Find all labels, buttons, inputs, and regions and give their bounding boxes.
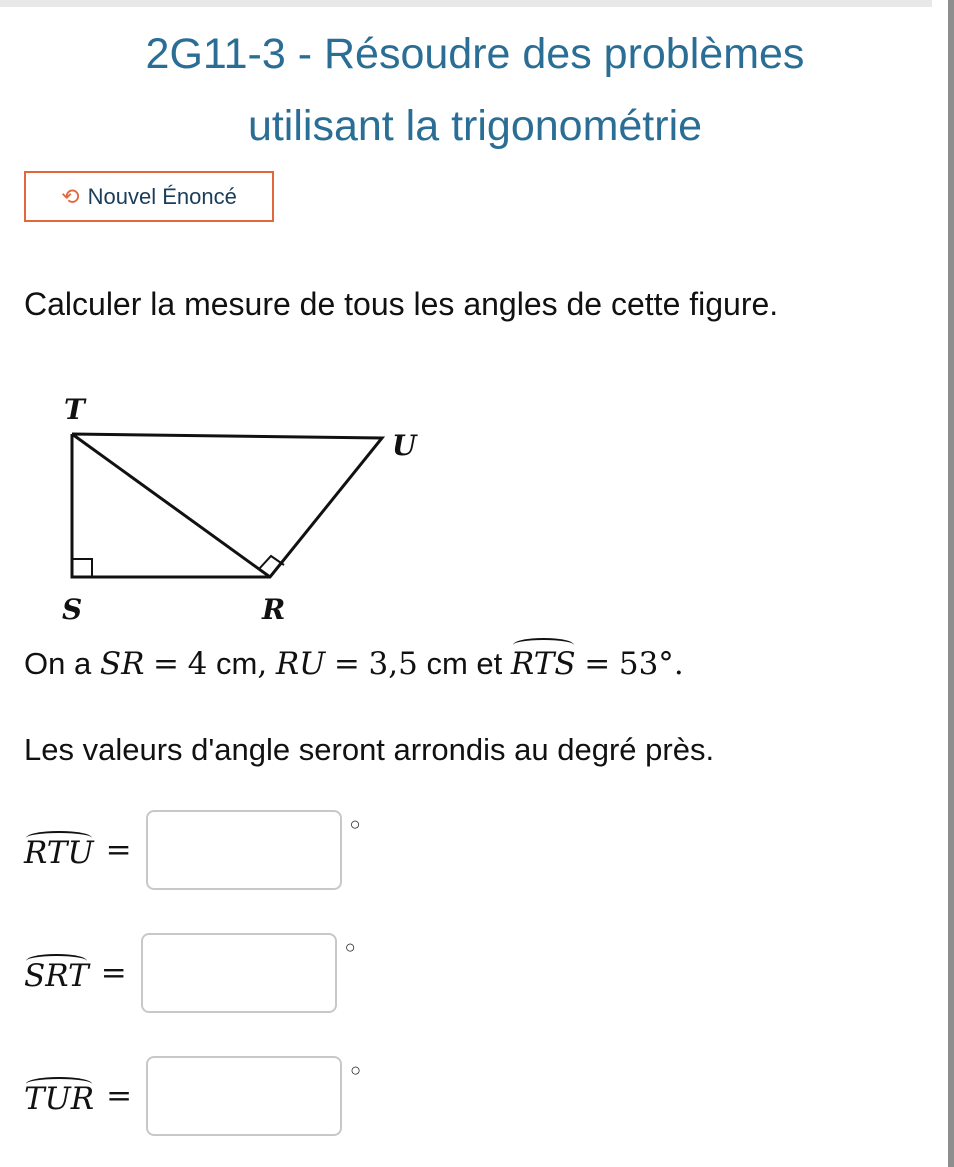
given-connector: et bbox=[476, 646, 503, 681]
degree-unit: ○ bbox=[349, 814, 361, 834]
sr-label: SR bbox=[99, 646, 145, 682]
new-statement-button[interactable] bbox=[24, 171, 274, 222]
answer-input-rtu[interactable] bbox=[146, 810, 342, 890]
right-angle-mark-r bbox=[259, 556, 284, 569]
answer-label-rtu: RTU bbox=[24, 829, 94, 871]
degree-unit: ○ bbox=[350, 1060, 362, 1080]
rts-label: RTS bbox=[511, 636, 576, 686]
ru-label: RU bbox=[275, 646, 326, 682]
answer-row-tur bbox=[24, 1056, 361, 1136]
diagonal-tr bbox=[72, 434, 270, 577]
degree-unit: ○ bbox=[344, 937, 356, 957]
top-strip bbox=[0, 0, 932, 7]
ru-value: 3,5 bbox=[368, 646, 418, 682]
question-text: Calculer la mesure de tous les angles de cette figure. bbox=[24, 286, 779, 322]
right-angle-mark-s bbox=[72, 559, 92, 577]
refresh-icon: ⟲ bbox=[61, 183, 80, 209]
title-line-1: 2G11-3 - Résoudre des problèmes bbox=[145, 30, 805, 78]
new-statement-label: Nouvel Énoncé bbox=[87, 183, 237, 209]
answer-label-srt: SRT bbox=[24, 952, 89, 994]
title-line-2: utilisant la trigonométrie bbox=[247, 102, 703, 150]
sr-unit: cm bbox=[216, 646, 258, 681]
rts-value: 53° bbox=[618, 646, 674, 682]
given-values: On a SR = 4 cm, RU = 3,5 cm et RTS = 53°. bbox=[24, 636, 684, 686]
equals-sign: = bbox=[100, 955, 127, 991]
quadrilateral-outline bbox=[72, 434, 382, 577]
answer-row-rtu bbox=[24, 810, 360, 890]
answer-row-srt bbox=[24, 933, 356, 1013]
equals-sign: = bbox=[106, 1078, 133, 1114]
ru-unit: cm bbox=[426, 646, 468, 681]
vertex-label-r: R bbox=[262, 593, 286, 625]
equals-sign: = bbox=[105, 832, 132, 868]
vertex-label-t: T bbox=[64, 393, 85, 426]
vertex-label-u: U bbox=[392, 429, 417, 462]
given-end: . bbox=[673, 646, 684, 682]
answer-input-tur[interactable] bbox=[146, 1056, 342, 1136]
geometry-figure bbox=[40, 385, 420, 625]
page-title bbox=[0, 18, 950, 162]
answer-input-srt[interactable] bbox=[141, 933, 337, 1013]
vertex-label-s: S bbox=[62, 593, 83, 625]
answer-label-tur: TUR bbox=[24, 1075, 94, 1117]
given-prefix: On a bbox=[24, 646, 92, 681]
rounding-note: Les valeurs d'angle seront arrondis au degré près. bbox=[24, 732, 715, 767]
scrollbar[interactable] bbox=[948, 0, 954, 1167]
sr-value: 4 bbox=[187, 646, 208, 682]
